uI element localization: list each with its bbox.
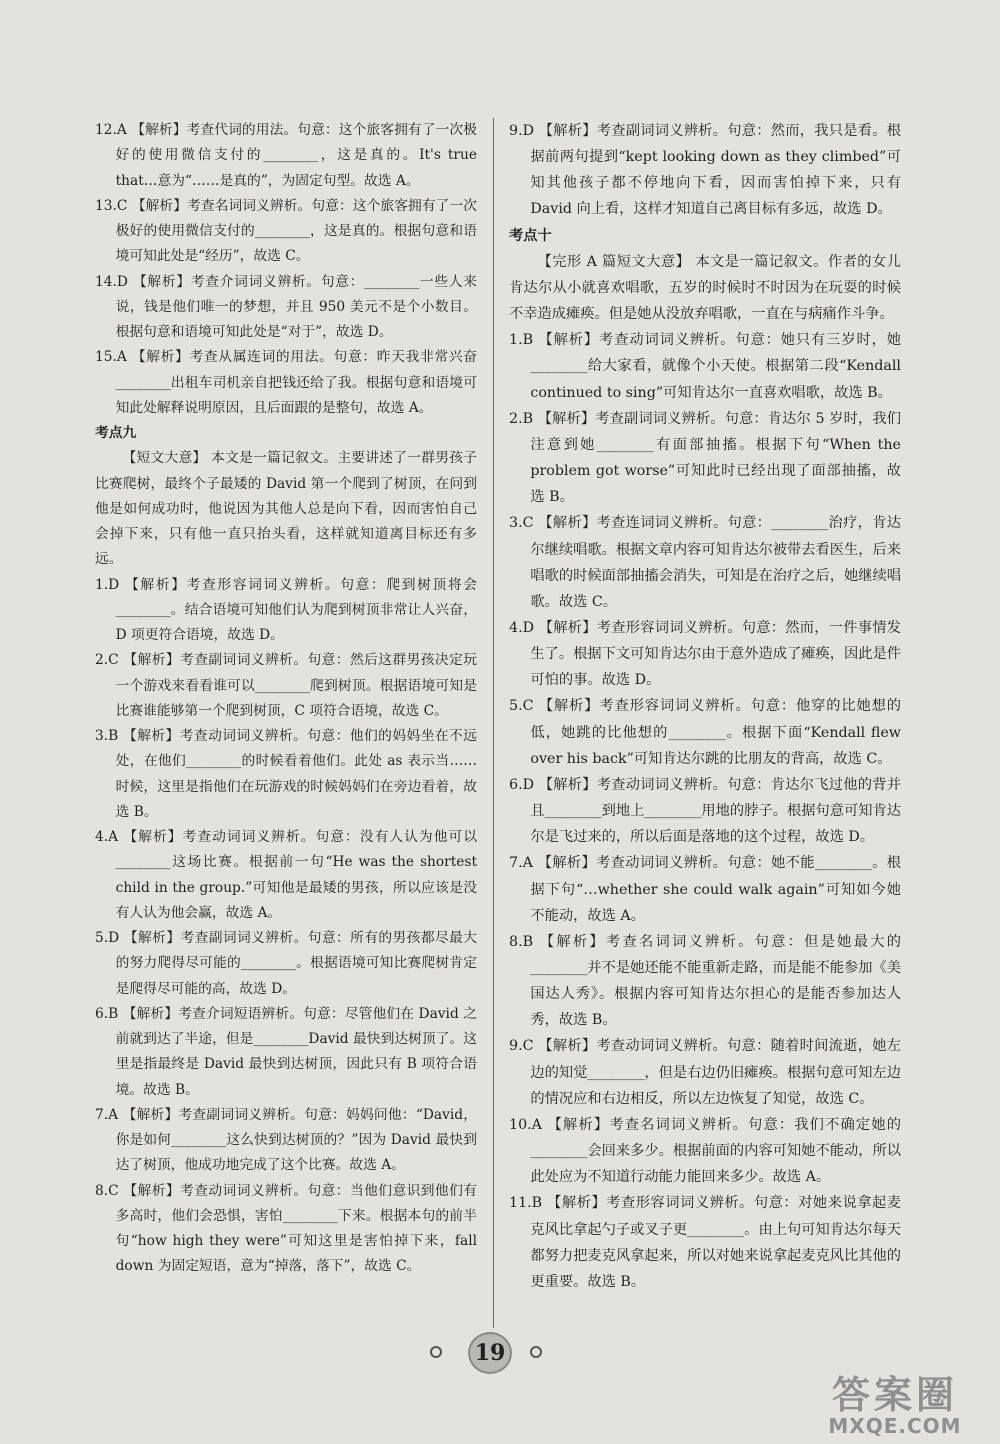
answer-item: 9.C 【解析】考查动词词义辨析。句意：随着时间流逝，她左边的知觉________，但是右边仍旧瘫痪。根据句意可知左边的情况应和右边相反，所以左边恢复了知觉，故选 C。 (509, 1038, 901, 1107)
summary-paragraph: 【短文大意】 本文是一篇记叙文。主要讲述了一群男孩子比赛爬树，最终个子最矮的 David 第一个爬到了树顶，在问到他是如何成功时，他说因为其他人总是向下看，因而害怕自己会掉下来，只有他一直只抬头看，这样就知道离目标还有多远。 (95, 450, 477, 568)
watermark-title: 答案圈 (831, 1373, 958, 1417)
watermark-logo (800, 1375, 990, 1437)
answer-item: 9.D 【解析】考查副词词义辨析。句意：然而，我只是看。根据前两句提到“kept looking down as they climbed”可知其他孩子都不停地向下看，因而害怕掉下来，只有 David 向上看，这样才知道自己离目标有多远，故选 D。 (509, 123, 901, 218)
answer-item: 4.D 【解析】考查形容词词义辨析。句意：然而，一件事情发生了。根据下文可知肯达尔由于意外造成了瘫痪，因此是件可怕的事。故选 D。 (509, 619, 901, 689)
answer-item: 7.A 【解析】考查动词词义辨析。句意：她不能________。根据下句“…whether she could walk again”可知如今她不能动，故选 A。 (509, 855, 901, 924)
answer-item: 15.A 【解析】考查从属连词的用法。句意：昨天我非常兴奋________出租车司机亲自把钱还给了我。根据句意和语境可知此处解释说明原因，且后面跟的是整句，故选 A。 (95, 349, 477, 416)
page-footer (0, 1332, 1000, 1378)
footer-dot-right-icon (530, 1346, 542, 1358)
answer-item: 1.B 【解析】考查动词词义辨析。句意：她只有三岁时，她________给大家看，就像个小天使。根据第二段“Kendall continued to sing”可知肯达尔一直喜欢唱歌，故选 B。 (509, 332, 901, 401)
answer-item: 2.B 【解析】考查副词词义辨析。句意：肯达尔 5 岁时，我们注意到她________有面部抽搐。根据下句“When the problem got worse”可知此时已经出现了面部抽搐，故选 B。 (509, 410, 901, 506)
answer-item: 6.B 【解析】考查介词短语辨析。句意：尽管他们在 David 之前就到达了半途，但是________David 最快到达树顶了。这里是指最终是 David 最快到达树顶，因此只有 B 项符合语境。故选 B。 (95, 1005, 477, 1098)
left-column (95, 118, 477, 1280)
answer-item: 3.B 【解析】考查动词词义辨析。句意：他们的妈妈坐在不远处，在他们________的时候看着他们。此处 as 表示当……时候，这里是指他们在玩游戏的时候妈妈们在旁边看着，故选 B。 (95, 728, 477, 820)
answer-item: 5.D 【解析】考查副词词义辨析。句意：所有的男孩都尽最大的努力爬得尽可能的________。根据语境可知比赛爬树肯定是爬得尽可能的高，故选 D。 (95, 930, 477, 997)
right-column (509, 118, 901, 1295)
watermark-url: MXQE.COM (828, 1414, 962, 1438)
summary-paragraph: 【完形 A 篇短文大意】 本文是一篇记叙文。作者的女儿肯达尔从小就喜欢唱歌，五岁的时候时不时因为在玩耍的时候不幸造成瘫痪。但是她从没放弃唱歌，一直在与病痛作斗争。 (509, 253, 901, 323)
answer-item: 6.D 【解析】考查动词词义辨析。句意：肯达尔飞过他的背并且________到地上________用地的脖子。根据句意可知肯达尔是飞过来的，所以后面是落地的这个过程，故选 D。 (509, 776, 901, 846)
answer-item: 12.A 【解析】考查代词的用法。句意：这个旅客拥有了一次极好的使用微信支付的________，这是真的。It's true that…意为“……是真的”，为固定句型。故选 A。 (95, 122, 477, 189)
answer-item: 4.A 【解析】考查动词词义辨析。句意：没有人认为他可以________这场比赛。根据前一句“He was the shortest child in the group.”可知他是最矮的男孩，所以应该是没有人认为他会赢，故选 A。 (95, 829, 477, 921)
answer-item: 5.C 【解析】考查形容词词义辨析。句意：他穿的比她想的低，她跳的比他想的________。根据下面“Kendall flew over his back”可知肯达尔跳的比朋友的背高，故选 C。 (509, 698, 901, 767)
answer-item: 1.D 【解析】考查形容词词义辨析。句意：爬到树顶将会________。结合语境可知他们认为爬到树顶非常让人兴奋，D 项更符合语境，故选 D。 (95, 576, 477, 643)
answer-item: 2.C 【解析】考查副词词义辨析。句意：然后这群男孩决定玩一个游戏来看看谁可以________爬到树顶。根据语境可知是比赛谁能够第一个爬到树顶，C 项符合语境，故选 C。 (95, 652, 477, 719)
section-heading: 考点十 (509, 227, 552, 244)
answer-item: 11.B 【解析】考查形容词词义辨析。句意：对她来说拿起麦克风比拿起勺子或叉子更________。由上句可知肯达尔每天都努力把麦克风拿起来，所以对她来说拿起麦克风比其他的更重要。故选 B。 (509, 1195, 901, 1290)
answer-item: 7.A 【解析】考查副词词义辨析。句意：妈妈问他：“David，你是如何________这么快到达树顶的？”因为 David 最快到达了树顶，他成功地完成了这个比赛。故选 A。 (95, 1106, 477, 1174)
answer-item: 8.C 【解析】考查动词词义辨析。句意：当他们意识到他们有多高时，他们会恐惧，害怕________下来。根据本句的前半句“how high they were”可知这里是害怕掉下来，fall down 为固定短语，意为“掉落，落下”，故选 C。 (95, 1182, 477, 1275)
answer-item: 10.A 【解析】考查名词词义辨析。句意：我们不确定她的________会回来多少。根据前面的内容可知她不能动，所以此处应为不知道行动能力能回来多少。故选 A。 (509, 1116, 901, 1186)
answer-item: 8.B 【解析】考查名词词义辨析。句意：但是她最大的________并不是她还能不能重新走路，而是能不能参加《美国达人秀》。根据内容可知肯达尔担心的是能否参加达人秀，故选 B。 (509, 933, 901, 1029)
answer-item: 14.D 【解析】考查介词词义辨析。句意：________一些人来说，钱是他们唯一的梦想，并且 950 美元不是个小数目。根据句意和语境可知此处是“对于”，故选 D。 (95, 273, 477, 340)
page-number: 19 (468, 1332, 512, 1374)
answer-item: 13.C 【解析】考查名词词义辨析。句意：这个旅客拥有了一次极好的使用微信支付的________，这是真的。根据句意和语境可知此处是“经历”，故选 C。 (95, 197, 477, 265)
column-divider (493, 118, 494, 1328)
answer-item: 3.C 【解析】考查连词词义辨析。句意：________治疗，肯达尔继续唱歌。根据文章内容可知肯达尔被带去看医生，后来唱歌的时候面部抽搐会消失，可知是在治疗之后，她继续唱歌。故选 C。 (509, 515, 901, 610)
footer-dot-left-icon (430, 1346, 442, 1358)
section-heading: 考点九 (95, 425, 137, 441)
